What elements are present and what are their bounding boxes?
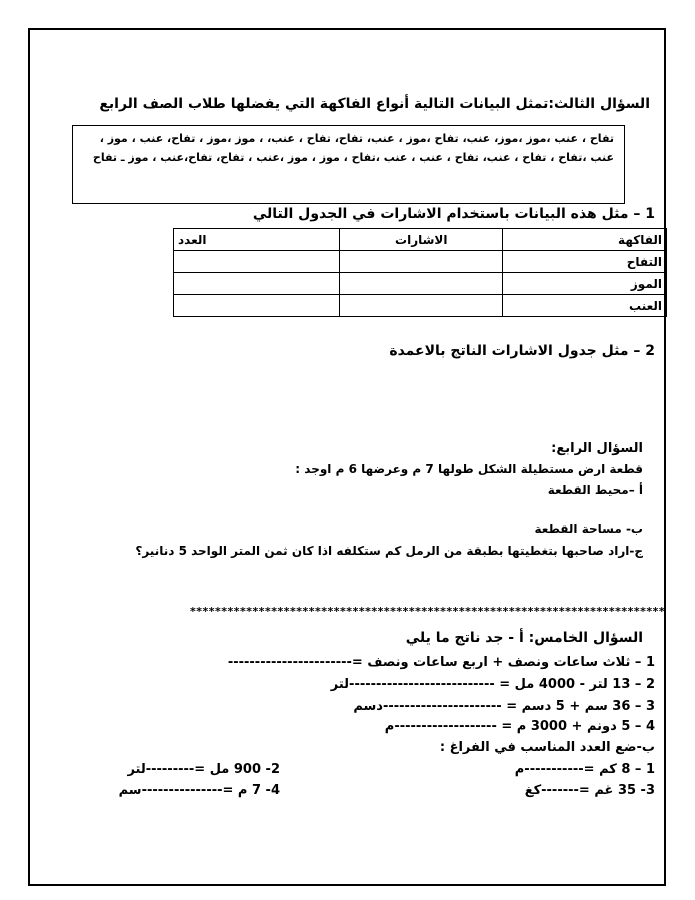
header-count: العدد <box>174 229 340 251</box>
table-header-row <box>174 229 667 251</box>
question-4-line-3: ب- مساحة القطعة <box>534 522 643 536</box>
question-4-line-2: أ –محيط القطعة <box>547 483 643 497</box>
part-1-instruction: 1 – مثل هذه البيانات باستخدام الاشارات في الجدول التالي <box>252 206 655 222</box>
tally-cell[interactable] <box>340 251 503 273</box>
question-5-b-title: ب-ضع العدد المناسب في الفراغ : <box>439 740 655 755</box>
question-4-title: السؤال الرابع: <box>551 441 643 456</box>
count-cell[interactable] <box>174 251 340 273</box>
data-line-2: عنب ،تفاح ، تفاح ، عنب، تفاح ، عنب ، عنب ،تفاح ، موز ، موز ،عنب ، تفاح، تفاح،عنب ، موز ـ تفاح <box>92 151 614 164</box>
table-row <box>174 295 667 317</box>
data-line-1: تفاح ، عنب ،موز ،موز، عنب، تفاح ،موز ، عنب، تفاح، تفاح ، عنب، ، موز ،موز ، تفاح، عنب ، موز ، <box>99 132 614 145</box>
tally-table <box>173 228 667 317</box>
table-row <box>174 273 667 295</box>
question-4-line-4: ج-اراد صاحبها بتغطيتها بطبقة من الرمل كم ستكلفه اذا كان ثمن المتر الواحد 5 دنانير؟ <box>135 544 643 558</box>
question-5-title: السؤال الخامس: أ - جد ناتج ما يلي <box>405 630 643 646</box>
header-tally: الاشارات <box>340 229 503 251</box>
question-5-a1: 1 – ثلاث ساعات ونصف + اربع ساعات ونصف =----------------------- <box>227 655 655 670</box>
question-3-title: السؤال الثالث:تمثل البيانات التالية أنواع الفاكهة التي يفضلها طلاب الصف الرابع <box>99 96 650 112</box>
tally-cell[interactable] <box>340 295 503 317</box>
question-5-b2: 2- 900 مل =---------لتر <box>127 762 280 777</box>
row-fruit-apple: التفاح <box>503 251 667 273</box>
question-5-a2: 2 – 13 لتر - 4000 مل = ---------------------------لتر <box>330 677 655 692</box>
question-5-b4: 4- 7 م =---------------سم <box>118 783 280 798</box>
data-box <box>72 125 625 204</box>
separator-stars: **************************************************************************** <box>190 605 666 618</box>
row-fruit-banana: الموز <box>503 273 667 295</box>
table-row <box>174 251 667 273</box>
question-4-line-1: قطعة ارض مستطيلة الشكل طولها 7 م وعرضها 6 م اوجد : <box>295 462 643 476</box>
header-fruit: الفاكهة <box>503 229 667 251</box>
count-cell[interactable] <box>174 295 340 317</box>
part-2-instruction: 2 – مثل جدول الاشارات الناتج بالاعمدة <box>389 343 655 359</box>
question-5-b1: 1 – 8 كم =-----------م <box>514 762 655 777</box>
question-5-a3: 3 – 36 سم + 5 دسم = ----------------------دسم <box>353 699 655 714</box>
row-fruit-grape: العنب <box>503 295 667 317</box>
tally-cell[interactable] <box>340 273 503 295</box>
question-5-b3: 3- 35 غم =-------كغ <box>524 783 655 798</box>
question-5-a4: 4 – 5 دونم + 3000 م = -------------------م <box>384 719 655 734</box>
count-cell[interactable] <box>174 273 340 295</box>
